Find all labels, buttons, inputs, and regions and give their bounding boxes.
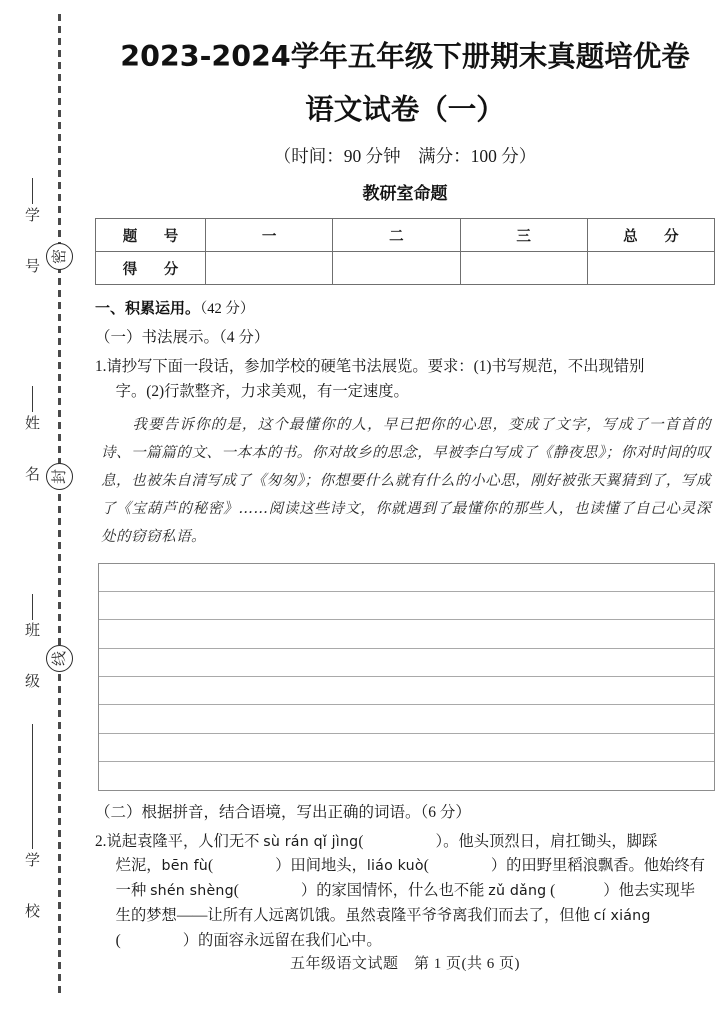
question-2-line-4 [95,904,715,929]
score-table-col-1: 一 [206,219,333,252]
rule-row[interactable] [99,592,714,620]
score-table-col-3: 三 [460,219,587,252]
seal-rule-2 [32,386,33,412]
passage-line-5: 懂你的那些人，也读懂了自己心灵深处的窃窃私语。 [101,499,711,545]
score-table [95,218,715,285]
page-footer: 五年级语文试题 第 1 页(共 6 页) [290,956,520,972]
q2-seg-1: 2.说起袁隆平，人们无不 [95,832,264,850]
passage-line-2: 首首的诗、一篇篇的文、一本本的书。你对故乡的思念，早被李白写成了《静夜 [101,415,711,461]
handwriting-answer-box[interactable] [98,563,715,791]
seal-line-strip [0,0,86,1024]
q2-seg-4: ）田间地头， [275,857,367,875]
table-row [96,219,715,252]
q2-pinyin-1: sù rán qǐ jìng [263,833,359,850]
q2-pinyin-3: liáo kuò [366,858,424,875]
exam-body [95,285,715,551]
question-1-line-2: 字。(2)行款整齐，力求美观，有一定速度。 [115,382,409,400]
rule-row[interactable] [99,762,714,789]
q2-pinyin-4: shén shèng [150,883,234,900]
copy-passage [95,411,715,551]
seal-circle-xian: 线 [46,645,73,672]
exam-sheet [86,0,724,1024]
score-cell-total[interactable] [587,252,714,285]
part-one-heading: （一）书法展示。（4 分） [95,329,270,346]
seal-dashed-line [58,14,61,994]
page-title: 2023-2024学年五年级下册期末真题培优卷 [120,40,690,73]
q2-seg-2: ）。他头顶烈日，肩扛锄头，脚踩 [435,832,658,850]
q2-seg-6: 一种 [115,882,151,900]
score-table-header-score: 得 分 [96,252,206,285]
seal-rule-3 [32,594,33,620]
section-one-heading [95,297,715,318]
rule-row[interactable] [99,677,714,705]
question-2-line-5: ( ）的面容永远留在我们心中。 [115,931,382,949]
q2-seg-8: ）他去实现毕 [603,882,696,900]
score-cell-1[interactable] [206,252,333,285]
passage-line-4: 刚好被张天翼猜到了，写成了《宝葫芦的秘密》……阅读这些诗文，你就遇到了最 [101,471,711,517]
rule-row[interactable] [99,620,714,648]
seal-rule-4 [32,724,33,849]
rule-row[interactable] [99,649,714,677]
question-1-line-1: 1.请抄写下面一段话，参加学校的硬笔书法展览。要求：(1)书写规范，不出现错别 [95,358,645,375]
exam-meta-info: （时间：90 分钟 满分：100 分） [273,146,537,166]
seal-label-name: 姓 名 [23,415,41,490]
question-2-line-2: 烂泥，bēn fù( ）田间地头，liáo kuò( ）的田野里稻浪飘香。他始终有 [115,857,705,875]
score-table-container [95,218,715,285]
passage-line-1: 我要告诉你的是，这个最懂你的人，早已把你的心思，变成了文字，写成了一 [131,415,665,433]
q2-seg-9: 生的梦想——让所有人远离饥饿。虽然袁隆平爷爷离我们而去了，但他 [115,906,594,924]
table-row [96,252,715,285]
score-table-col-2: 二 [333,219,460,252]
passage-line-3: 思》；你对时间的叹息，也被朱自清写成了《匆匆》；你想要什么就有什么的小心思， [101,443,711,489]
exam-body-lower [95,791,715,954]
seal-label-class: 班 级 [23,622,41,697]
seal-rule-1 [32,178,33,204]
score-table-col-total: 总 分 [587,219,714,252]
question-2-line-1: 2.说起袁隆平，人们无不 sù rán qǐ jìng( ）。他头顶烈日，肩扛锄头，脚踩 [95,832,658,850]
q2-pinyin-2: bēn fù [161,858,208,875]
q2-seg-7: ）的家国情怀，什么也不能 [300,882,489,900]
q2-pinyin-6: cí xiáng [593,907,651,924]
q2-seg-3: 烂泥， [115,857,162,875]
section-one-label: 一、积累运用。 [95,299,201,317]
q2-seg-5: ）的田野里稻浪飘香。他始终有 [490,857,705,875]
score-cell-3[interactable] [460,252,587,285]
section-one-points: （42 分） [200,301,255,317]
part-two-heading: （二）根据拼音，结合语境，写出正确的词语。（6 分） [95,803,471,821]
exam-author: 教研室命题 [362,184,448,204]
rule-row[interactable] [99,705,714,733]
page-subtitle: 语文试卷（一） [305,93,505,126]
rule-row[interactable] [99,734,714,762]
score-cell-2[interactable] [333,252,460,285]
score-table-header-question-no: 题 号 [96,219,206,252]
seal-circle-mi: 密 [46,243,73,270]
question-2-line-3: 一种 shén shèng( ）的家国情怀，什么也不能 zǔ dǎng ( ）他去实现毕 [115,882,696,900]
seal-circle-feng: 封 [46,463,73,490]
q2-seg-10: ）的面容永远留在我们心中。 [182,931,382,949]
q2-pinyin-5: zǔ dǎng [488,883,547,900]
rule-row[interactable] [99,564,714,592]
seal-label-student-id: 学 号 [23,207,41,282]
seal-label-school: 学 校 [23,852,41,927]
